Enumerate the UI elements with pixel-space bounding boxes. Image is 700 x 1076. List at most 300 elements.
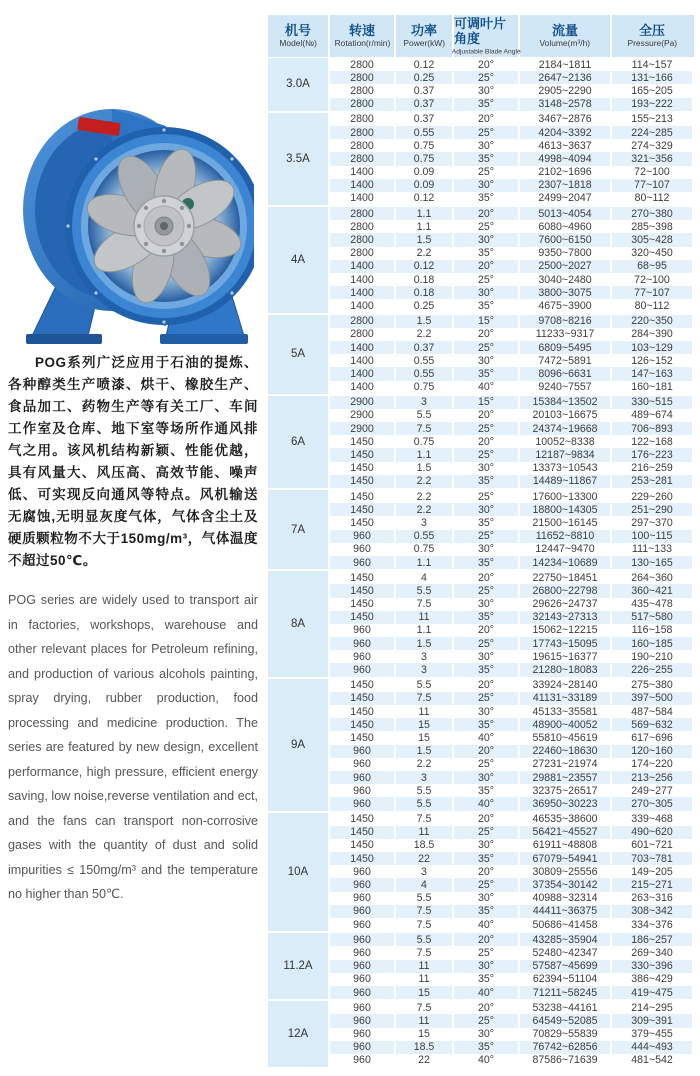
volume-cell: 2102~1696 [520, 166, 612, 179]
table-row [330, 84, 694, 97]
pressure-cell: 174~220 [612, 758, 692, 771]
rotation-cell: 1450 [330, 448, 396, 461]
pressure-cell: 215~271 [612, 878, 692, 891]
column-header-0 [268, 15, 330, 57]
pressure-cell: 297~370 [612, 516, 692, 529]
power-cell: 0.75 [396, 152, 454, 165]
rotation-cell: 1450 [330, 679, 396, 692]
pressure-cell: 72~100 [612, 273, 692, 286]
table-row [330, 462, 694, 475]
blade-angle-cell: 20° [454, 58, 520, 71]
rotation-cell: 960 [330, 878, 396, 891]
pressure-cell: 435~478 [612, 598, 692, 611]
rotation-cell: 1400 [330, 179, 396, 192]
column-header-zh: 全压 [638, 23, 665, 38]
column-header-zh: 机号 [284, 23, 311, 38]
model-cell: 6A [268, 396, 330, 488]
volume-cell: 10052~8338 [520, 435, 612, 448]
pressure-cell: 176~223 [612, 448, 692, 461]
rotation-cell: 960 [330, 771, 396, 784]
table-row [330, 448, 694, 461]
table-row [330, 315, 694, 328]
power-cell: 5.5 [396, 584, 454, 597]
rotation-cell: 1450 [330, 516, 396, 529]
blade-angle-cell: 20° [454, 435, 520, 448]
rotation-cell: 960 [330, 1041, 396, 1054]
power-cell: 15 [396, 1028, 454, 1041]
pressure-cell: 120~160 [612, 745, 692, 758]
column-header-en: Power(kW) [403, 38, 445, 48]
pressure-cell: 216~259 [612, 462, 692, 475]
power-cell: 15 [396, 731, 454, 744]
table-row [330, 220, 694, 233]
power-cell: 0.75 [396, 435, 454, 448]
rotation-cell: 1450 [330, 584, 396, 597]
rotation-cell: 960 [330, 758, 396, 771]
power-cell: 0.25 [396, 71, 454, 84]
power-cell: 1.1 [396, 220, 454, 233]
pressure-cell: 305~428 [612, 233, 692, 246]
pressure-cell: 77~107 [612, 179, 692, 192]
volume-cell: 21280~18083 [520, 663, 612, 676]
blade-angle-cell: 25° [454, 273, 520, 286]
power-cell: 2.2 [396, 503, 454, 516]
table-row [330, 611, 694, 624]
table-row [330, 530, 694, 543]
pressure-cell: 309~391 [612, 1014, 692, 1027]
blade-angle-cell: 25° [454, 878, 520, 891]
pressure-cell: 116~158 [612, 624, 692, 637]
table-row [330, 409, 694, 422]
volume-cell: 45133~35581 [520, 705, 612, 718]
pressure-cell: 269~340 [612, 946, 692, 959]
blade-angle-cell: 35° [454, 247, 520, 260]
table-row [330, 58, 694, 71]
blade-angle-cell: 30° [454, 598, 520, 611]
table-row [330, 784, 694, 797]
blade-angle-cell: 30° [454, 839, 520, 852]
power-cell: 18.5 [396, 1041, 454, 1054]
blade-angle-cell: 25° [454, 1014, 520, 1027]
volume-cell: 27231~21974 [520, 758, 612, 771]
blade-angle-cell: 25° [454, 637, 520, 650]
rotation-cell: 960 [330, 1054, 396, 1067]
volume-cell: 9240~7557 [520, 381, 612, 394]
rotation-cell: 2800 [330, 98, 396, 111]
volume-cell: 76742~62856 [520, 1041, 612, 1054]
blade-angle-cell: 30° [454, 543, 520, 556]
table-row [330, 299, 694, 312]
rotation-cell: 960 [330, 797, 396, 810]
table-row [330, 1001, 694, 1014]
volume-cell: 61911~48808 [520, 839, 612, 852]
pressure-cell: 360~421 [612, 584, 692, 597]
table-row [330, 946, 694, 959]
rotation-cell: 960 [330, 918, 396, 931]
power-cell: 5.5 [396, 679, 454, 692]
pressure-cell: 253~281 [612, 475, 692, 488]
volume-cell: 26800~22798 [520, 584, 612, 597]
volume-cell: 24374~19668 [520, 422, 612, 435]
rotation-cell: 960 [330, 892, 396, 905]
table-row [330, 598, 694, 611]
blade-angle-cell: 35° [454, 98, 520, 111]
model-group-3.0A [268, 58, 694, 111]
blade-angle-cell: 35° [454, 475, 520, 488]
pressure-cell: 155~213 [612, 113, 692, 126]
rotation-cell: 960 [330, 973, 396, 986]
volume-cell: 5013~4054 [520, 207, 612, 220]
power-cell: 0.37 [396, 341, 454, 354]
pressure-cell: 481~542 [612, 1054, 692, 1067]
rotation-cell: 960 [330, 663, 396, 676]
table-row [330, 435, 694, 448]
rotation-cell: 960 [330, 986, 396, 999]
blade-angle-cell: 35° [454, 152, 520, 165]
pressure-cell: 386~429 [612, 973, 692, 986]
blade-angle-cell: 20° [454, 865, 520, 878]
column-header-2 [396, 15, 454, 57]
blade-angle-cell: 20° [454, 328, 520, 341]
rotation-cell: 2800 [330, 247, 396, 260]
rotation-cell: 1450 [330, 731, 396, 744]
volume-cell: 21500~16145 [520, 516, 612, 529]
table-row [330, 797, 694, 810]
volume-cell: 87586~71639 [520, 1054, 612, 1067]
blade-angle-cell: 20° [454, 113, 520, 126]
blade-angle-cell: 20° [454, 624, 520, 637]
blade-angle-cell: 35° [454, 556, 520, 569]
table-row [330, 556, 694, 569]
table-row [330, 207, 694, 220]
rotation-cell: 2800 [330, 207, 396, 220]
table-row [330, 328, 694, 341]
description-chinese: POG系列广泛应用于石油的提炼、各种醇类生产喷漆、烘干、橡胶生产、食品加工、药物生产等有关工厂、车间工作室及仓库、地下室等场所作通风排气之用。该风机结构新颖、性能优越，具有风量大、风压高、高效节能、噪声低、可实现反向通风等特点。风机输送无腐蚀,无明显灰度气体，气体含尘土及硬质颗粒物不大于150mg/m³，气体温度不超过50℃。 [8, 355, 258, 568]
power-cell: 0.55 [396, 530, 454, 543]
rotation-cell: 960 [330, 624, 396, 637]
column-header-zh: 可调叶片角度 [454, 15, 507, 46]
blade-angle-cell: 35° [454, 663, 520, 676]
volume-cell: 13373~10543 [520, 462, 612, 475]
volume-cell: 7600~6150 [520, 233, 612, 246]
model-cell: 10A [268, 813, 330, 932]
rotation-cell: 960 [330, 960, 396, 973]
pressure-cell: 80~112 [612, 299, 692, 312]
table-row [330, 650, 694, 663]
volume-cell: 57587~45699 [520, 960, 612, 973]
power-cell: 4 [396, 571, 454, 584]
table-row [330, 571, 694, 584]
model-cell: 8A [268, 571, 330, 677]
volume-cell: 50686~41458 [520, 918, 612, 931]
pressure-cell: 321~356 [612, 152, 692, 165]
rotation-cell: 960 [330, 1014, 396, 1027]
pressure-cell: 77~107 [612, 286, 692, 299]
table-row [330, 839, 694, 852]
table-row [330, 692, 694, 705]
power-cell: 3 [396, 663, 454, 676]
pressure-cell: 103~129 [612, 341, 692, 354]
rotation-cell: 1450 [330, 826, 396, 839]
table-row [330, 543, 694, 556]
rotation-cell: 1400 [330, 260, 396, 273]
model-cell: 4A [268, 207, 330, 313]
power-cell: 0.12 [396, 260, 454, 273]
power-cell: 0.37 [396, 98, 454, 111]
pressure-cell: 320~450 [612, 247, 692, 260]
rotation-cell: 1450 [330, 598, 396, 611]
power-cell: 0.75 [396, 543, 454, 556]
volume-cell: 30809~25556 [520, 865, 612, 878]
pressure-cell: 334~376 [612, 918, 692, 931]
power-cell: 11 [396, 1014, 454, 1027]
table-row [330, 341, 694, 354]
volume-cell: 18800~14305 [520, 503, 612, 516]
pressure-cell: 160~185 [612, 637, 692, 650]
blade-angle-cell: 35° [454, 852, 520, 865]
rotation-cell: 2800 [330, 113, 396, 126]
pressure-cell: 122~168 [612, 435, 692, 448]
pressure-cell: 249~277 [612, 784, 692, 797]
rotation-cell: 2800 [330, 315, 396, 328]
blade-angle-cell: 35° [454, 973, 520, 986]
pressure-cell: 274~329 [612, 139, 692, 152]
model-group-9A [268, 679, 694, 811]
column-header-zh: 功率 [410, 23, 437, 38]
blade-angle-cell: 25° [454, 166, 520, 179]
blade-angle-cell: 35° [454, 192, 520, 205]
pressure-cell: 703~781 [612, 852, 692, 865]
pressure-cell: 285~398 [612, 220, 692, 233]
volume-cell: 56421~45527 [520, 826, 612, 839]
table-row [330, 166, 694, 179]
model-group-3.5A [268, 113, 694, 205]
pressure-cell: 275~380 [612, 679, 692, 692]
table-row [330, 422, 694, 435]
table-row [330, 584, 694, 597]
pressure-cell: 270~305 [612, 797, 692, 810]
pressure-cell: 226~255 [612, 663, 692, 676]
volume-cell: 12187~9834 [520, 448, 612, 461]
blade-angle-cell: 30° [454, 354, 520, 367]
spec-table [268, 15, 694, 1069]
pressure-cell: 193~222 [612, 98, 692, 111]
rotation-cell: 1450 [330, 462, 396, 475]
volume-cell: 19615~16377 [520, 650, 612, 663]
table-body [268, 58, 694, 1067]
table-row [330, 126, 694, 139]
pressure-cell: 617~696 [612, 731, 692, 744]
blade-angle-cell: 20° [454, 260, 520, 273]
pressure-cell: 444~493 [612, 1041, 692, 1054]
column-header-5 [612, 15, 692, 57]
model-cell: 7A [268, 490, 330, 569]
pressure-cell: 706~893 [612, 422, 692, 435]
rotation-cell: 2800 [330, 126, 396, 139]
volume-cell: 6080~4960 [520, 220, 612, 233]
pressure-cell: 397~500 [612, 692, 692, 705]
pressure-cell: 601~721 [612, 839, 692, 852]
blade-angle-cell: 25° [454, 220, 520, 233]
blade-angle-cell: 30° [454, 892, 520, 905]
table-row [330, 233, 694, 246]
power-cell: 0.12 [396, 58, 454, 71]
blade-angle-cell: 25° [454, 448, 520, 461]
power-cell: 0.37 [396, 84, 454, 97]
rotation-cell: 1450 [330, 490, 396, 503]
volume-cell: 67079~54941 [520, 852, 612, 865]
pressure-cell: 308~342 [612, 905, 692, 918]
volume-cell: 2499~2047 [520, 192, 612, 205]
volume-cell: 4998~4094 [520, 152, 612, 165]
pressure-cell: 213~256 [612, 771, 692, 784]
volume-cell: 4675~3900 [520, 299, 612, 312]
rotation-cell: 1400 [330, 381, 396, 394]
power-cell: 0.75 [396, 139, 454, 152]
blade-angle-cell: 40° [454, 1054, 520, 1067]
blade-angle-cell: 35° [454, 516, 520, 529]
model-group-12A [268, 1001, 694, 1067]
blade-angle-cell: 25° [454, 946, 520, 959]
blade-angle-cell: 25° [454, 341, 520, 354]
blade-angle-cell: 25° [454, 758, 520, 771]
blade-angle-cell: 25° [454, 422, 520, 435]
table-row [330, 718, 694, 731]
blade-angle-cell: 25° [454, 826, 520, 839]
table-row [330, 637, 694, 650]
volume-cell: 3040~2480 [520, 273, 612, 286]
volume-cell: 3467~2876 [520, 113, 612, 126]
pressure-cell: 229~260 [612, 490, 692, 503]
pressure-cell: 490~620 [612, 826, 692, 839]
pressure-cell: 214~295 [612, 1001, 692, 1014]
rotation-cell: 1450 [330, 503, 396, 516]
rotation-cell: 960 [330, 1001, 396, 1014]
rotation-cell: 1450 [330, 435, 396, 448]
volume-cell: 41131~33189 [520, 692, 612, 705]
blade-angle-cell: 35° [454, 299, 520, 312]
table-row [330, 826, 694, 839]
table-header [268, 15, 694, 57]
volume-cell: 71211~58245 [520, 986, 612, 999]
power-cell: 11 [396, 973, 454, 986]
volume-cell: 2905~2290 [520, 84, 612, 97]
volume-cell: 14234~10689 [520, 556, 612, 569]
volume-cell: 15384~13502 [520, 396, 612, 409]
table-row [330, 152, 694, 165]
power-cell: 0.09 [396, 166, 454, 179]
pressure-cell: 111~133 [612, 543, 692, 556]
column-header-en: Model(№) [279, 38, 317, 48]
rotation-cell: 2800 [330, 71, 396, 84]
product-photo-axial-fan [16, 98, 254, 350]
model-group-5A [268, 315, 694, 394]
pressure-cell: 149~205 [612, 865, 692, 878]
volume-cell: 40988~32314 [520, 892, 612, 905]
volume-cell: 55810~45619 [520, 731, 612, 744]
column-header-en: Adjustable Blade Angle [451, 46, 521, 55]
volume-cell: 2647~2136 [520, 71, 612, 84]
table-row [330, 705, 694, 718]
pressure-cell: 379~455 [612, 1028, 692, 1041]
blade-angle-cell: 25° [454, 71, 520, 84]
power-cell: 1.1 [396, 556, 454, 569]
pressure-cell: 284~390 [612, 328, 692, 341]
volume-cell: 43285~35904 [520, 933, 612, 946]
pressure-cell: 100~115 [612, 530, 692, 543]
rotation-cell: 1450 [330, 852, 396, 865]
blade-angle-cell: 30° [454, 771, 520, 784]
column-header-3 [451, 15, 521, 57]
power-cell: 7.5 [396, 598, 454, 611]
rotation-cell: 2800 [330, 58, 396, 71]
blade-angle-cell: 20° [454, 933, 520, 946]
power-cell: 1.5 [396, 315, 454, 328]
blade-angle-cell: 35° [454, 718, 520, 731]
volume-cell: 2184~1811 [520, 58, 612, 71]
power-cell: 1.5 [396, 745, 454, 758]
volume-cell: 29881~23557 [520, 771, 612, 784]
table-row [330, 758, 694, 771]
table-row [330, 98, 694, 111]
blade-angle-cell: 30° [454, 503, 520, 516]
power-cell: 11 [396, 960, 454, 973]
column-header-4 [520, 15, 612, 57]
rotation-cell: 1450 [330, 705, 396, 718]
rotation-cell: 1400 [330, 166, 396, 179]
table-row [330, 731, 694, 744]
pressure-cell: 569~632 [612, 718, 692, 731]
power-cell: 3 [396, 771, 454, 784]
pressure-cell: 339~468 [612, 813, 692, 826]
blade-angle-cell: 20° [454, 813, 520, 826]
rotation-cell: 1400 [330, 286, 396, 299]
rotation-cell: 1450 [330, 692, 396, 705]
power-cell: 0.18 [396, 273, 454, 286]
table-row [330, 973, 694, 986]
power-cell: 0.18 [396, 286, 454, 299]
table-row [330, 139, 694, 152]
rotation-cell: 1400 [330, 192, 396, 205]
power-cell: 0.12 [396, 192, 454, 205]
power-cell: 2.2 [396, 475, 454, 488]
table-row [330, 381, 694, 394]
model-group-4A [268, 207, 694, 313]
power-cell: 7.5 [396, 1001, 454, 1014]
table-row [330, 1041, 694, 1054]
model-cell: 11.2A [268, 933, 330, 999]
rotation-cell: 2800 [330, 139, 396, 152]
pressure-cell: 186~257 [612, 933, 692, 946]
power-cell: 5.5 [396, 892, 454, 905]
pressure-cell: 270~380 [612, 207, 692, 220]
model-cell: 12A [268, 1001, 330, 1067]
rotation-cell: 960 [330, 650, 396, 663]
table-row [330, 933, 694, 946]
pressure-cell: 487~584 [612, 705, 692, 718]
power-cell: 0.37 [396, 113, 454, 126]
rotation-cell: 1450 [330, 718, 396, 731]
volume-cell: 17743~15095 [520, 637, 612, 650]
blade-angle-cell: 20° [454, 745, 520, 758]
power-cell: 0.55 [396, 126, 454, 139]
volume-cell: 29626~24737 [520, 598, 612, 611]
blade-angle-cell: 20° [454, 207, 520, 220]
model-group-8A [268, 571, 694, 677]
pressure-cell: 489~674 [612, 409, 692, 422]
table-row [330, 813, 694, 826]
column-header-1 [330, 15, 396, 57]
